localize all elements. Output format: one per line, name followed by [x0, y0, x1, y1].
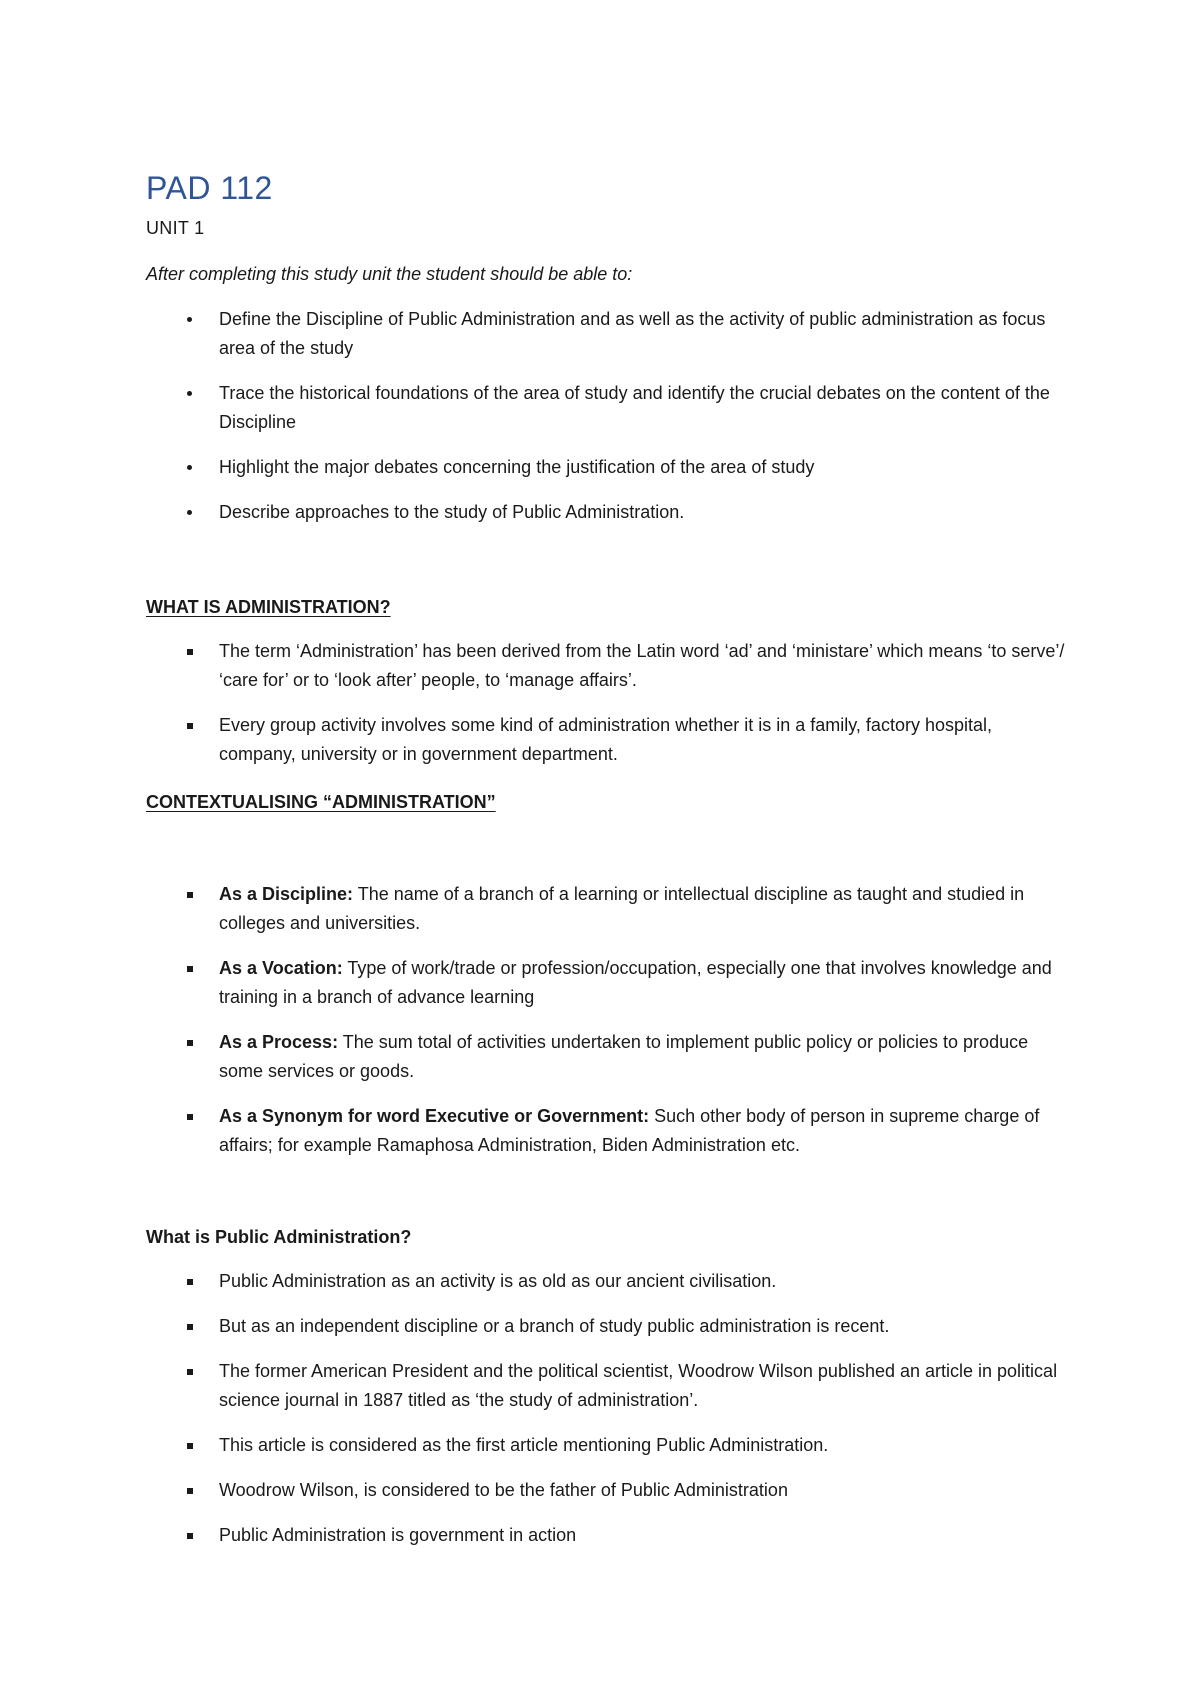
section-heading: What is Public Administration?: [146, 1227, 412, 1247]
contextualising-list: [0, 880, 1200, 1176]
list-item: [0, 1431, 1069, 1460]
list-item-text: The term ‘Administration’ has been derived from the Latin word ‘ad’ and ‘ministare’ which means ‘to serve’/ ‘care for’ or to ‘look after’ people, to ‘manage affairs’.: [219, 641, 1065, 690]
section-heading: CONTEXTUALISING “ADMINISTRATION”: [146, 792, 496, 812]
list-item: [0, 1028, 1069, 1086]
objective-text: Trace the historical foundations of the area of study and identify the crucial debates on the content of the Discipline: [219, 383, 1050, 432]
term-label: As a Vocation:: [219, 958, 343, 978]
list-item-text: But as an independent discipline or a branch of study public administration is recent.: [219, 1316, 890, 1336]
list-item: [0, 453, 1069, 482]
list-item-text: Public Administration as an activity is as old as our ancient civilisation.: [219, 1271, 777, 1291]
list-item-text: Public Administration is government in action: [219, 1525, 577, 1545]
list-item: [0, 1312, 1069, 1341]
unit-label: UNIT 1: [146, 218, 205, 238]
section-heading: WHAT IS ADMINISTRATION?: [146, 597, 391, 617]
list-item-text: This article is considered as the first article mentioning Public Administration.: [219, 1435, 829, 1455]
term-label: As a Discipline:: [219, 884, 354, 904]
list-item-text: Every group activity involves some kind of administration whether it is in a family, factory hospital, company, university or in government department.: [219, 715, 992, 764]
list-item: [0, 305, 1069, 363]
list-item: [0, 954, 1069, 1012]
document-title: PAD 112: [146, 170, 273, 206]
list-item: [0, 1357, 1069, 1415]
list-item: [0, 1102, 1069, 1160]
objective-text: Highlight the major debates concerning the justification of the area of study: [219, 457, 815, 477]
objectives-list: [0, 305, 1200, 543]
list-item: [0, 711, 1069, 769]
list-item: [0, 1476, 1069, 1505]
term-label: As a Synonym for word Executive or Government:: [219, 1106, 650, 1126]
term-description: The sum total of activities undertaken to implement public policy or policies to produce some services or goods.: [219, 1032, 1029, 1081]
objective-text: Describe approaches to the study of Public Administration.: [219, 502, 685, 522]
administration-list: [0, 637, 1200, 785]
public-administration-list: [0, 1267, 1200, 1566]
intro-text: After completing this study unit the student should be able to:: [146, 264, 633, 284]
list-item-text: Woodrow Wilson, is considered to be the father of Public Administration: [219, 1480, 788, 1500]
term-label: As a Process:: [219, 1032, 339, 1052]
list-item: [0, 637, 1069, 695]
list-item: [0, 880, 1069, 938]
term-description: Type of work/trade or profession/occupation, especially one that involves knowledge and training in a branch of advance learning: [219, 958, 1052, 1007]
term-description: The name of a branch of a learning or intellectual discipline as taught and studied in colleges and universities.: [219, 884, 1025, 933]
list-item: [0, 379, 1069, 437]
list-item: [0, 498, 1069, 527]
list-item: [0, 1521, 1069, 1550]
list-item-text: The former American President and the political scientist, Woodrow Wilson published an article in political science journal in 1887 titled as ‘the study of administration’.: [219, 1361, 1058, 1410]
list-item: [0, 1267, 1069, 1296]
term-description: Such other body of person in supreme charge of affairs; for example Ramaphosa Administration, Biden Administration etc.: [219, 1106, 1040, 1155]
objective-text: Define the Discipline of Public Administration and as well as the activity of public administration as focus area of the study: [219, 309, 1046, 358]
